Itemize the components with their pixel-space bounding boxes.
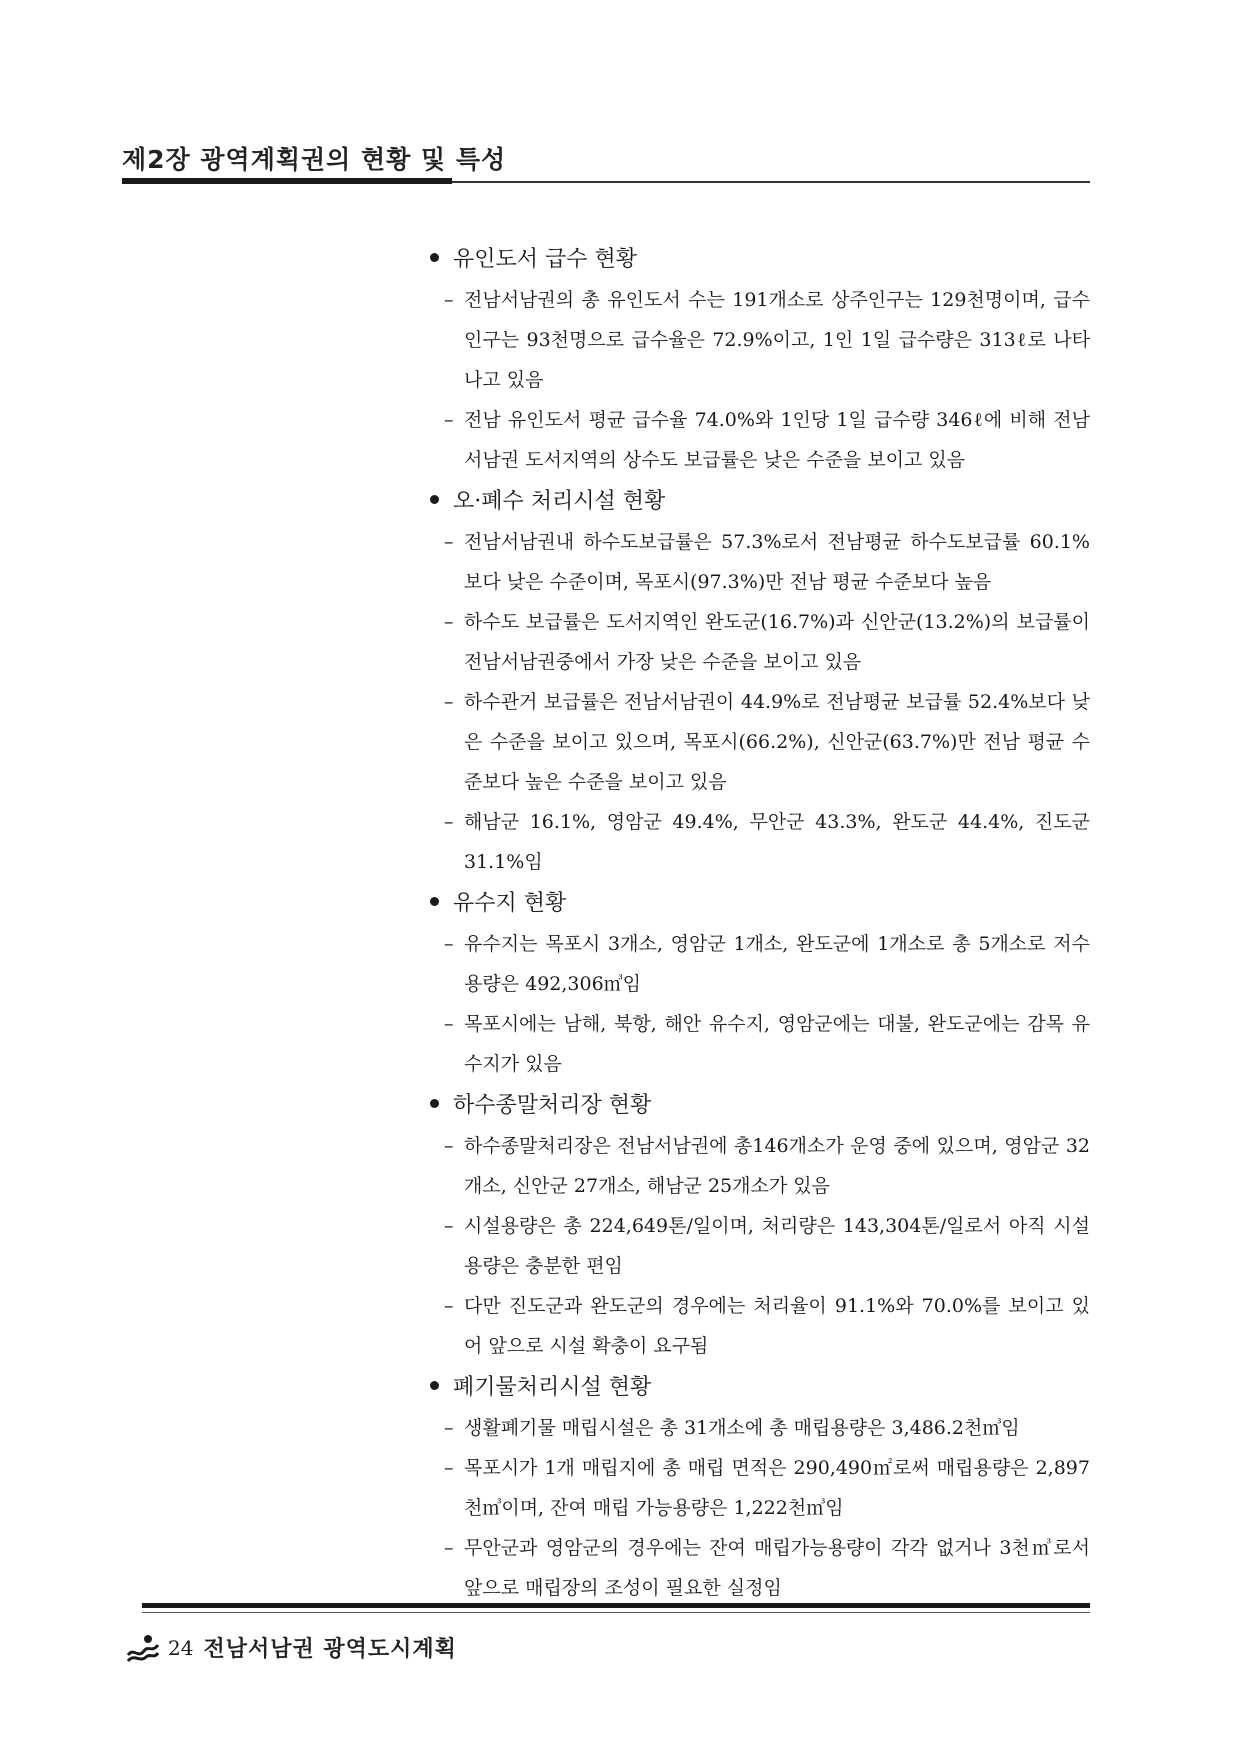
main-content (430, 238, 1090, 1608)
section-title: 하수종말처리장 현황 (453, 1092, 652, 1118)
header-rule-thick (122, 178, 452, 184)
bullet-icon (430, 495, 439, 504)
section-title: 폐기물처리시설 현황 (453, 1374, 652, 1400)
list-item: – 다만 진도군과 완도군의 경우에는 처리율이 91.1%와 70.0%를 보이고 있어 앞으로 시설 확충이 요구됨 (444, 1295, 1090, 1357)
bullet-icon (430, 253, 439, 262)
section-title: 유인도서 급수 현황 (453, 246, 638, 272)
list-item: – 하수도 보급률은 도서지역인 완도군(16.7%)과 신안군(13.2%)의 보급률이 전남서남권중에서 가장 낮은 수준을 보이고 있음 (444, 611, 1090, 673)
section-title: 유수지 현황 (453, 890, 567, 916)
section-sewage-treatment-plants (430, 1084, 1090, 1366)
list-item: – 전남서남권내 하수도보급률은 57.3%로서 전남평균 하수도보급률 60.1%보다 낮은 수준이며, 목포시(97.3%)만 전남 평균 수준보다 높음 (444, 531, 1090, 593)
list-item: – 하수관거 보급률은 전남서남권이 44.9%로 전남평균 보급률 52.4%보다 낮은 수준을 보이고 있으며, 목포시(66.2%), 신안군(63.7%)만 전남 평균 수준보다 높은 수준을 보이고 있음 (444, 691, 1090, 793)
list-item: – 목포시에는 남해, 북항, 해안 유수지, 영암군에는 대불, 완도군에는 감목 유수지가 있음 (444, 1013, 1090, 1075)
page-footer (126, 1632, 457, 1663)
page-number: 24 (168, 1635, 194, 1660)
list-item: – 유수지는 목포시 3개소, 영암군 1개소, 완도군에 1개소로 총 5개소로 저수용량은 492,306㎥임 (444, 933, 1090, 995)
list-item: – 시설용량은 총 224,649톤/일이며, 처리량은 143,304톤/일로서 아직 시설용량은 충분한 편임 (444, 1215, 1090, 1277)
bullet-icon (430, 1099, 439, 1108)
section-title: 오·폐수 처리시설 현황 (453, 488, 666, 514)
header-rule-thin (452, 181, 1090, 183)
wave-logo-icon (126, 1633, 160, 1663)
section-water-supply (430, 238, 1090, 480)
list-item: – 하수종말처리장은 전남서남권에 총146개소가 운영 중에 있으며, 영암군 32개소, 신안군 27개소, 해남군 25개소가 있음 (444, 1135, 1090, 1197)
list-item: – 해남군 16.1%, 영암군 49.4%, 무안군 43.3%, 완도군 44.4%, 진도군 31.1%임 (444, 811, 1090, 873)
footer-rule-thin (142, 1612, 1090, 1613)
section-sewage-facilities (430, 480, 1090, 882)
list-item: – 전남서남권의 총 유인도서 수는 191개소로 상주인구는 129천명이며, 급수인구는 93천명으로 급수율은 72.9%이고, 1인 1일 급수량은 313ℓ로 나타나고 있음 (444, 289, 1090, 391)
bullet-icon (430, 897, 439, 906)
list-item: – 목포시가 1개 매립지에 총 매립 면적은 290,490㎡로써 매립용량은 2,897천㎥이며, 잔여 매립 가능용량은 1,222천㎥임 (444, 1457, 1090, 1519)
section-retention-basins (430, 882, 1090, 1084)
book-title: 전남서남권 광역도시계획 (203, 1637, 457, 1662)
bullet-icon (430, 1381, 439, 1390)
list-item: – 생활폐기물 매립시설은 총 31개소에 총 매립용량은 3,486.2천㎥임 (444, 1417, 1020, 1439)
section-waste-facilities (430, 1366, 1090, 1608)
chapter-title: 제2장 광역계획권의 현황 및 특성 (122, 145, 507, 174)
list-item: – 전남 유인도서 평균 급수율 74.0%와 1인당 1일 급수량 346ℓ에 비해 전남서남권 도서지역의 상수도 보급률은 낮은 수준을 보이고 있음 (444, 409, 1090, 471)
list-item: – 무안군과 영암군의 경우에는 잔여 매립가능용량이 각각 없거나 3천㎥로서 앞으로 매립장의 조성이 필요한 실정임 (444, 1537, 1090, 1599)
footer-rule-thick (142, 1603, 1090, 1608)
